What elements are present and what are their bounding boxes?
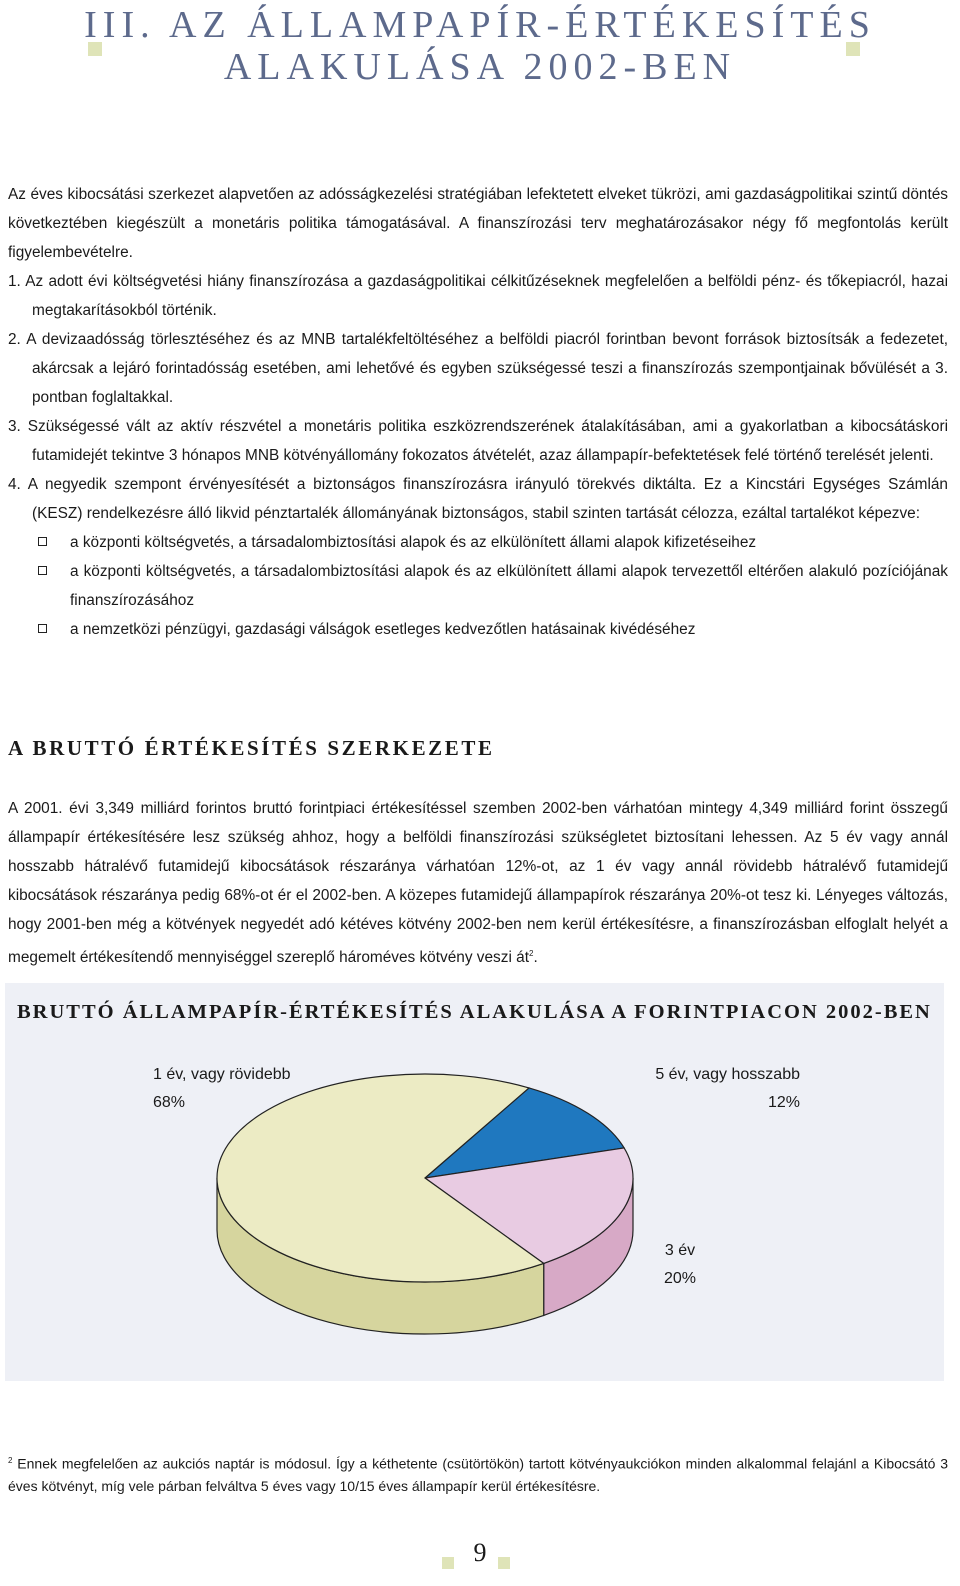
section-heading: A BRUTTÓ ÉRTÉKESÍTÉS SZERKEZETE <box>8 736 495 760</box>
list-item-3: 3. Szükségessé vált az aktív részvétel a monetáris politika eszközrendszerének átalakításában, ami a gyakorlatban a kibocsátáskori futamidejét tekintve 3 hónapos MNB kötvényállomány fokozatos átvételét, azaz állampapír-befektetések felé történő terelését jelenti. <box>8 418 948 464</box>
slice-label-medium: 3 év <box>664 1242 696 1259</box>
page-number: 9 <box>473 1538 487 1567</box>
footnote-mark: 2 <box>8 1456 13 1465</box>
section2-end: . <box>533 949 538 967</box>
footnote <box>8 1450 948 1497</box>
page-title <box>0 4 960 88</box>
chart-panel <box>5 983 944 1381</box>
checkbox-bullet-icon <box>38 624 47 633</box>
intro-section <box>8 180 948 644</box>
slice-value-medium: 20% <box>663 1270 697 1287</box>
page-title-line2: ALAKULÁSA 2002-BEN <box>223 46 737 88</box>
slice-value-short: 68% <box>153 1094 186 1111</box>
footnote-text: Ennek megfelelően az aukciós naptár is módosul. Így a kéthetente (csütörtökön) tartott kötvényaukciókon minden alkalommal felajánl a Kibocsátó 3 éves kötvényt, míg vele párban felváltva 5 éves vagy 10/15 éves állampapír kerül értékesítésre. <box>8 1455 948 1494</box>
bullet-text: a nemzetközi pénzügyi, gazdasági válságok esetleges kedvezőtlen hatásainak kivédéséhez <box>70 621 696 638</box>
chart-title: BRUTTÓ ÁLLAMPAPÍR-ÉRTÉKESÍTÉS ALAKULÁSA A FORINTPIACON 2002-BEN <box>17 1001 932 1023</box>
pageno-square-right <box>498 1557 510 1569</box>
pie-chart <box>5 983 944 1381</box>
bullet-item-2 <box>8 557 948 615</box>
checkbox-bullet-icon <box>38 566 47 575</box>
list-item-1: 1. Az adott évi költségvetési hiány finanszírozása a gazdaságpolitikai célkitűzéseknek megfelelően a belföldi pénz- és tőkepiacról, hazai megtakarításokból történik. <box>8 273 948 319</box>
page-title-line1: III. AZ ÁLLAMPAPÍR-ÉRTÉKESÍTÉS <box>84 4 876 46</box>
list-item-4: 4. A negyedik szempont érvényesítését a biztonságos finanszírozásra irányuló törekvés diktálta. Ez a Kincstári Egységes Számlán (KESZ) rendelkezésre álló likvid pénztartalék állományának biztonságos, stabil szinten tartását célozza, ezáltal tartalékot képezve: <box>8 476 948 522</box>
section2-body <box>8 794 948 972</box>
slice-label-short: 1 év, vagy rövidebb <box>153 1066 291 1083</box>
bullet-text: a központi költségvetés, a társadalombiztosítási alapok és az elkülönített állami alapok kifizetéseihez <box>70 534 757 551</box>
section2-paragraph <box>8 794 948 972</box>
intro-paragraph: Az éves kibocsátási szerkezet alapvetően az adósságkezelési stratégiában lefektetett elveket tükrözi, ami gazdaságpolitikai szintű döntés következtében kiegészült a monetáris politika támogatásával. A finanszírozási terv meghatározásakor négy fő megfontolás került figyelembevételre. <box>8 186 948 261</box>
slice-label-long: 5 év, vagy hosszabb <box>655 1066 800 1083</box>
checkbox-bullet-icon <box>38 537 47 546</box>
bullet-item-3 <box>8 615 948 644</box>
footnote-ref: 2 <box>528 949 534 958</box>
section2-text: A 2001. évi 3,349 milliárd forintos bruttó forintpiaci értékesítéssel szemben 2002-ben várhatóan mintegy 4,349 milliárd forint összegű állampapír értékesítésére lesz szükség ahhoz, hogy a belföldi finanszírozási szükségletet biztosítani lehessen. Az 5 év vagy annál hosszabb hátralévő futamidejű kibocsátások részaránya várhatóan 12%-ot, az 1 év vagy annál rövidebb hátralévő futamidejű kibocsátások részaránya pedig 68%-ot ér el 2002-ben. A közepes futamidejű állampapírok részaránya 20%-ot tesz ki. Lényeges változás, hogy 2001-ben még a kötvények negyedét adó kétéves kötvény 2002-ben nem kerül értékesítésre, a finanszírozásban elfoglalt helyét a megemelt értékesítendő mennyiséggel szereplő hároméves kötvény veszi át <box>8 800 948 967</box>
list-item-2: 2. A devizaadósság törlesztéséhez és az MNB tartalékfeltöltéséhez a belföldi piacról forintban bevont források biztosítsák a fedezetet, akárcsak a lejáró forintadósság esetében, ami lehetővé és egyben szükségessé teszi a finanszírozás szempontjainak bővülését a 3. pontban foglaltakkal. <box>8 331 948 406</box>
bullet-text: a központi költségvetés, a társadalombiztosítási alapok és az elkülönített állami alapok tervezettől eltérően alakuló pozíciójának finanszírozásához <box>70 563 948 609</box>
slice-value-long: 12% <box>767 1094 800 1111</box>
bullet-item-1 <box>8 528 948 557</box>
